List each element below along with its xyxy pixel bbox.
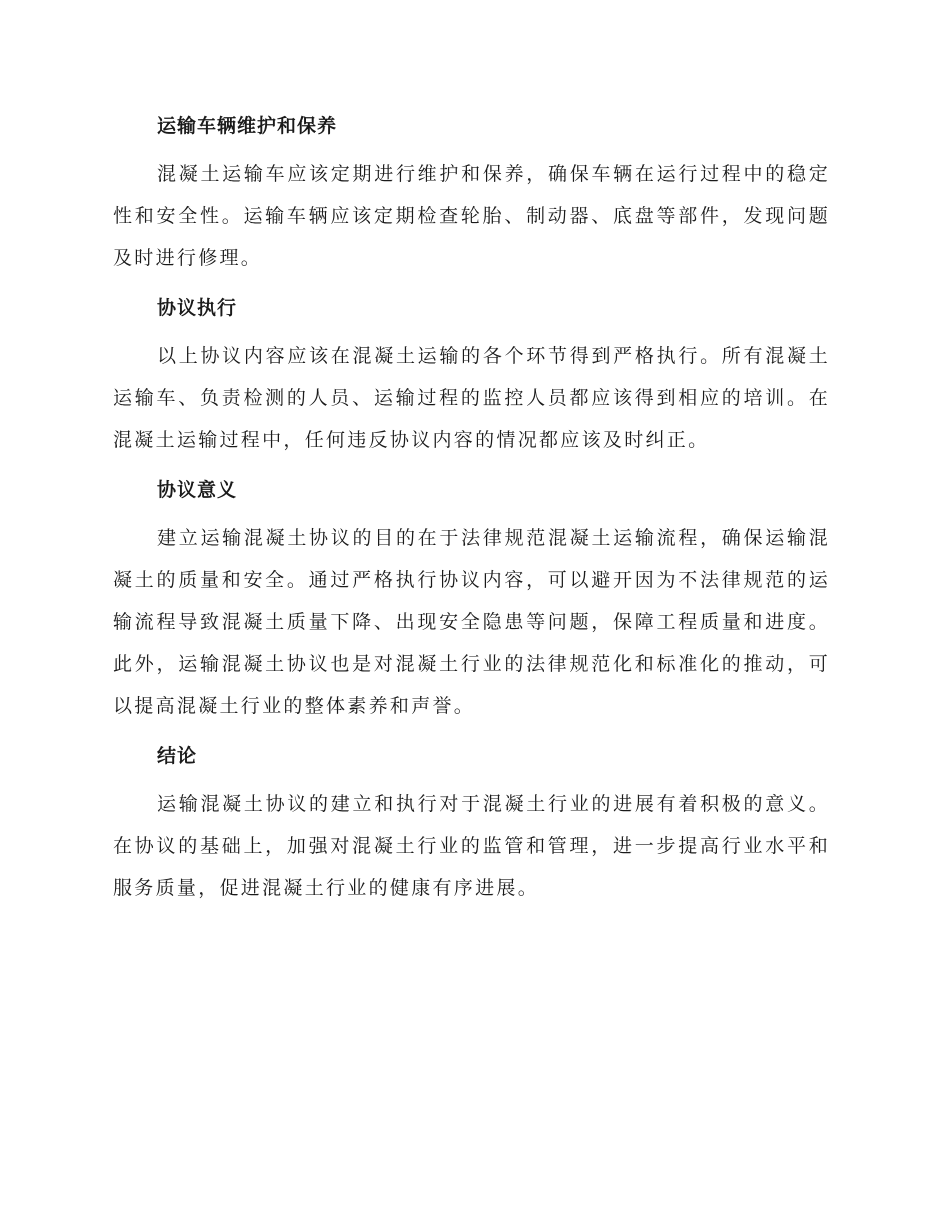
section-paragraph: 混凝土运输车应该定期进行维护和保养，确保车辆在运行过程中的稳定性和安全性。运输车辆应该定期检查轮胎、制动器、底盘等部件，发现问题及时进行修理。 <box>113 163 830 269</box>
section-heading: 协议意义 <box>157 479 238 501</box>
section-heading: 协议执行 <box>157 297 238 319</box>
section-paragraph: 建立运输混凝土协议的目的在于法律规范混凝土运输流程，确保运输混凝土的质量和安全。通过严格执行协议内容，可以避开因为不法律规范的运输流程导致混凝土质量下降、出现安全隐患等问题，保障工程质量和进度。此外，运输混凝土协议也是对混凝土行业的法律规范化和标准化的推动，可以提高混凝土行业的整体素养和声誉。 <box>113 527 830 717</box>
section-vehicle-maintenance <box>113 105 830 279</box>
document-page <box>113 105 830 909</box>
section-heading: 运输车辆维护和保养 <box>157 115 338 137</box>
section-paragraph: 运输混凝土协议的建立和执行对于混凝土行业的进展有着积极的意义。在协议的基础上，加强对混凝土行业的监管和管理，进一步提高行业水平和服务质量，促进混凝土行业的健康有序进展。 <box>113 793 830 899</box>
section-paragraph: 以上协议内容应该在混凝土运输的各个环节得到严格执行。所有混凝土运输车、负责检测的人员、运输过程的监控人员都应该得到相应的培训。在混凝土运输过程中，任何违反协议内容的情况都应该及时纠正。 <box>113 345 830 451</box>
section-conclusion <box>113 735 830 909</box>
section-heading: 结论 <box>157 745 198 767</box>
section-agreement-significance <box>113 469 830 727</box>
section-agreement-execution <box>113 287 830 461</box>
